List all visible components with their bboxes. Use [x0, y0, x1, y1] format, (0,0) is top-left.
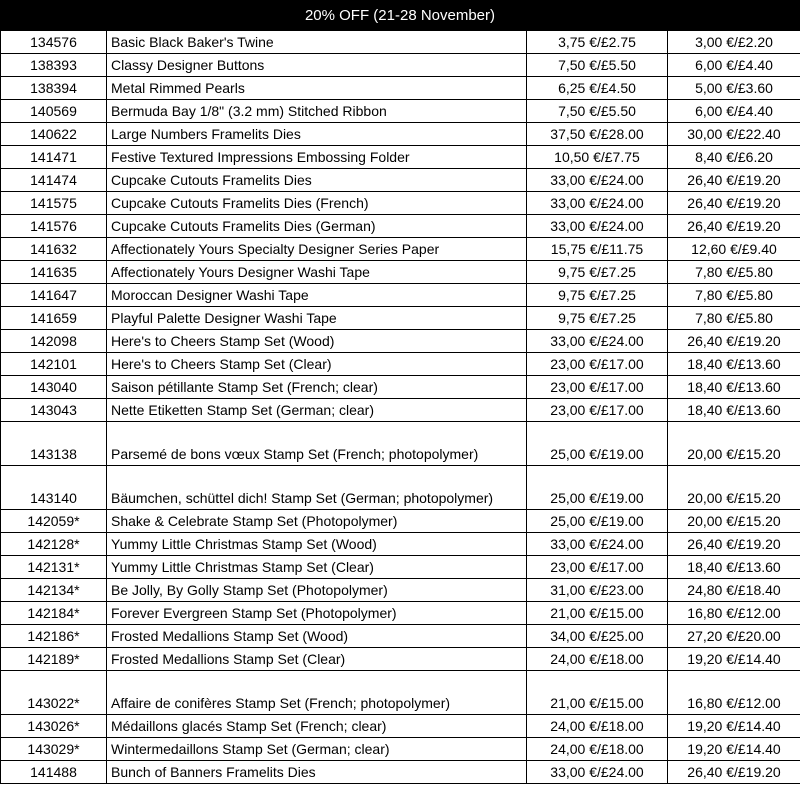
sale-price-cell: 8,40 €/£6.20: [668, 146, 800, 169]
product-code-cell: 143029*: [1, 738, 107, 761]
regular-price-cell: 33,00 €/£24.00: [527, 761, 668, 784]
sale-price-cell: 19,20 €/£14.40: [668, 738, 800, 761]
product-code-cell: 143022*: [1, 671, 107, 715]
table-row: [1, 54, 800, 77]
regular-price-cell: 15,75 €/£11.75: [527, 238, 668, 261]
sale-price-cell: 6,00 €/£4.40: [668, 54, 800, 77]
product-name-cell: Cupcake Cutouts Framelits Dies (German): [107, 215, 527, 238]
sale-price-cell: 24,80 €/£18.40: [668, 579, 800, 602]
product-name-cell: Bunch of Banners Framelits Dies: [107, 761, 527, 784]
table-row: [1, 123, 800, 146]
table-row: [1, 761, 800, 784]
product-code-cell: 143140: [1, 466, 107, 510]
regular-price-cell: 10,50 €/£7.75: [527, 146, 668, 169]
product-code-cell: 142131*: [1, 556, 107, 579]
product-name-cell: Affectionately Yours Designer Washi Tape: [107, 261, 527, 284]
sale-price-cell: 20,00 €/£15.20: [668, 422, 800, 466]
product-name-cell: Classy Designer Buttons: [107, 54, 527, 77]
sale-price-cell: 27,20 €/£20.00: [668, 625, 800, 648]
sale-price-cell: 18,40 €/£13.60: [668, 399, 800, 422]
table-row: [1, 671, 800, 715]
product-code-cell: 141647: [1, 284, 107, 307]
sale-price-cell: 7,80 €/£5.80: [668, 261, 800, 284]
table-row: [1, 31, 800, 54]
product-name-cell: Festive Textured Impressions Embossing Folder: [107, 146, 527, 169]
table-row: [1, 307, 800, 330]
product-code-cell: 141474: [1, 169, 107, 192]
product-code-cell: 143026*: [1, 715, 107, 738]
product-name-cell: Wintermedaillons Stamp Set (German; clear): [107, 738, 527, 761]
price-table-body: [1, 31, 800, 784]
product-name-cell: Basic Black Baker's Twine: [107, 31, 527, 54]
product-name-cell: Affaire de conifères Stamp Set (French; photopolymer): [107, 671, 527, 715]
product-name-cell: Bäumchen, schüttel dich! Stamp Set (German; photopolymer): [107, 466, 527, 510]
regular-price-cell: 24,00 €/£18.00: [527, 738, 668, 761]
regular-price-cell: 6,25 €/£4.50: [527, 77, 668, 100]
product-name-cell: Yummy Little Christmas Stamp Set (Clear): [107, 556, 527, 579]
regular-price-cell: 25,00 €/£19.00: [527, 422, 668, 466]
regular-price-cell: 33,00 €/£24.00: [527, 192, 668, 215]
table-row: [1, 100, 800, 123]
table-row: [1, 648, 800, 671]
sale-price-cell: 26,40 €/£19.20: [668, 215, 800, 238]
sale-price-cell: 20,00 €/£15.20: [668, 510, 800, 533]
regular-price-cell: 25,00 €/£19.00: [527, 510, 668, 533]
product-code-cell: 141659: [1, 307, 107, 330]
product-code-cell: 142186*: [1, 625, 107, 648]
product-code-cell: 143043: [1, 399, 107, 422]
regular-price-cell: 23,00 €/£17.00: [527, 353, 668, 376]
sale-price-cell: 26,40 €/£19.20: [668, 330, 800, 353]
table-row: [1, 556, 800, 579]
product-code-cell: 142101: [1, 353, 107, 376]
regular-price-cell: 23,00 €/£17.00: [527, 556, 668, 579]
regular-price-cell: 9,75 €/£7.25: [527, 284, 668, 307]
table-row: [1, 579, 800, 602]
sale-price-cell: 20,00 €/£15.20: [668, 466, 800, 510]
regular-price-cell: 31,00 €/£23.00: [527, 579, 668, 602]
product-name-cell: Frosted Medallions Stamp Set (Wood): [107, 625, 527, 648]
product-name-cell: Yummy Little Christmas Stamp Set (Wood): [107, 533, 527, 556]
product-name-cell: Cupcake Cutouts Framelits Dies (French): [107, 192, 527, 215]
product-code-cell: 142098: [1, 330, 107, 353]
product-name-cell: Nette Etiketten Stamp Set (German; clear): [107, 399, 527, 422]
table-row: [1, 533, 800, 556]
product-name-cell: Affectionately Yours Specialty Designer Series Paper: [107, 238, 527, 261]
product-code-cell: 143040: [1, 376, 107, 399]
sale-price-cell: 30,00 €/£22.40: [668, 123, 800, 146]
table-row: [1, 238, 800, 261]
regular-price-cell: 21,00 €/£15.00: [527, 602, 668, 625]
regular-price-cell: 25,00 €/£19.00: [527, 466, 668, 510]
product-code-cell: 138394: [1, 77, 107, 100]
product-code-cell: 143138: [1, 422, 107, 466]
product-code-cell: 142059*: [1, 510, 107, 533]
sale-price-cell: 26,40 €/£19.20: [668, 533, 800, 556]
product-code-cell: 141576: [1, 215, 107, 238]
regular-price-cell: 3,75 €/£2.75: [527, 31, 668, 54]
sale-price-cell: 19,20 €/£14.40: [668, 648, 800, 671]
sale-price-cell: 12,60 €/£9.40: [668, 238, 800, 261]
product-code-cell: 142134*: [1, 579, 107, 602]
product-code-cell: 141488: [1, 761, 107, 784]
sale-price-cell: 26,40 €/£19.20: [668, 761, 800, 784]
sale-price-cell: 18,40 €/£13.60: [668, 376, 800, 399]
table-row: [1, 77, 800, 100]
product-name-cell: Parsemé de bons vœux Stamp Set (French; photopolymer): [107, 422, 527, 466]
table-row: [1, 215, 800, 238]
regular-price-cell: 37,50 €/£28.00: [527, 123, 668, 146]
regular-price-cell: 33,00 €/£24.00: [527, 169, 668, 192]
table-row: [1, 625, 800, 648]
regular-price-cell: 24,00 €/£18.00: [527, 648, 668, 671]
product-name-cell: Here's to Cheers Stamp Set (Clear): [107, 353, 527, 376]
product-code-cell: 138393: [1, 54, 107, 77]
sale-price-cell: 26,40 €/£19.20: [668, 169, 800, 192]
regular-price-cell: 23,00 €/£17.00: [527, 376, 668, 399]
table-title: 20% OFF (21-28 November): [0, 0, 800, 30]
product-code-cell: 141632: [1, 238, 107, 261]
product-name-cell: Saison pétillante Stamp Set (French; clear): [107, 376, 527, 399]
product-name-cell: Bermuda Bay 1/8" (3.2 mm) Stitched Ribbon: [107, 100, 527, 123]
product-name-cell: Frosted Medallions Stamp Set (Clear): [107, 648, 527, 671]
regular-price-cell: 21,00 €/£15.00: [527, 671, 668, 715]
product-code-cell: 140569: [1, 100, 107, 123]
sale-price-cell: 26,40 €/£19.20: [668, 192, 800, 215]
table-row: [1, 715, 800, 738]
product-code-cell: 140622: [1, 123, 107, 146]
product-name-cell: Large Numbers Framelits Dies: [107, 123, 527, 146]
regular-price-cell: 33,00 €/£24.00: [527, 215, 668, 238]
product-name-cell: Médaillons glacés Stamp Set (French; clear): [107, 715, 527, 738]
regular-price-cell: 9,75 €/£7.25: [527, 307, 668, 330]
table-row: [1, 399, 800, 422]
sale-price-cell: 19,20 €/£14.40: [668, 715, 800, 738]
table-row: [1, 169, 800, 192]
product-code-cell: 142184*: [1, 602, 107, 625]
regular-price-cell: 33,00 €/£24.00: [527, 533, 668, 556]
table-row: [1, 284, 800, 307]
table-row: [1, 422, 800, 466]
sale-price-cell: 7,80 €/£5.80: [668, 307, 800, 330]
sale-price-cell: 6,00 €/£4.40: [668, 100, 800, 123]
regular-price-cell: 23,00 €/£17.00: [527, 399, 668, 422]
table-row: [1, 602, 800, 625]
product-name-cell: Forever Evergreen Stamp Set (Photopolymer): [107, 602, 527, 625]
table-row: [1, 353, 800, 376]
table-row: [1, 510, 800, 533]
product-code-cell: 142189*: [1, 648, 107, 671]
table-row: [1, 261, 800, 284]
table-row: [1, 146, 800, 169]
sale-price-cell: 16,80 €/£12.00: [668, 671, 800, 715]
regular-price-cell: 33,00 €/£24.00: [527, 330, 668, 353]
product-name-cell: Here's to Cheers Stamp Set (Wood): [107, 330, 527, 353]
sale-price-cell: 5,00 €/£3.60: [668, 77, 800, 100]
regular-price-cell: 7,50 €/£5.50: [527, 54, 668, 77]
product-code-cell: 142128*: [1, 533, 107, 556]
product-name-cell: Shake & Celebrate Stamp Set (Photopolymer): [107, 510, 527, 533]
product-name-cell: Cupcake Cutouts Framelits Dies: [107, 169, 527, 192]
sale-price-cell: 16,80 €/£12.00: [668, 602, 800, 625]
product-code-cell: 141575: [1, 192, 107, 215]
price-table: [0, 30, 800, 784]
sale-price-cell: 3,00 €/£2.20: [668, 31, 800, 54]
regular-price-cell: 9,75 €/£7.25: [527, 261, 668, 284]
regular-price-cell: 24,00 €/£18.00: [527, 715, 668, 738]
product-name-cell: Metal Rimmed Pearls: [107, 77, 527, 100]
regular-price-cell: 34,00 €/£25.00: [527, 625, 668, 648]
sale-price-cell: 18,40 €/£13.60: [668, 556, 800, 579]
table-row: [1, 466, 800, 510]
table-row: [1, 192, 800, 215]
product-name-cell: Be Jolly, By Golly Stamp Set (Photopolymer): [107, 579, 527, 602]
product-code-cell: 141635: [1, 261, 107, 284]
product-name-cell: Playful Palette Designer Washi Tape: [107, 307, 527, 330]
table-row: [1, 376, 800, 399]
product-name-cell: Moroccan Designer Washi Tape: [107, 284, 527, 307]
product-code-cell: 141471: [1, 146, 107, 169]
regular-price-cell: 7,50 €/£5.50: [527, 100, 668, 123]
table-row: [1, 330, 800, 353]
product-code-cell: 134576: [1, 31, 107, 54]
sale-price-cell: 18,40 €/£13.60: [668, 353, 800, 376]
table-row: [1, 738, 800, 761]
sale-price-cell: 7,80 €/£5.80: [668, 284, 800, 307]
